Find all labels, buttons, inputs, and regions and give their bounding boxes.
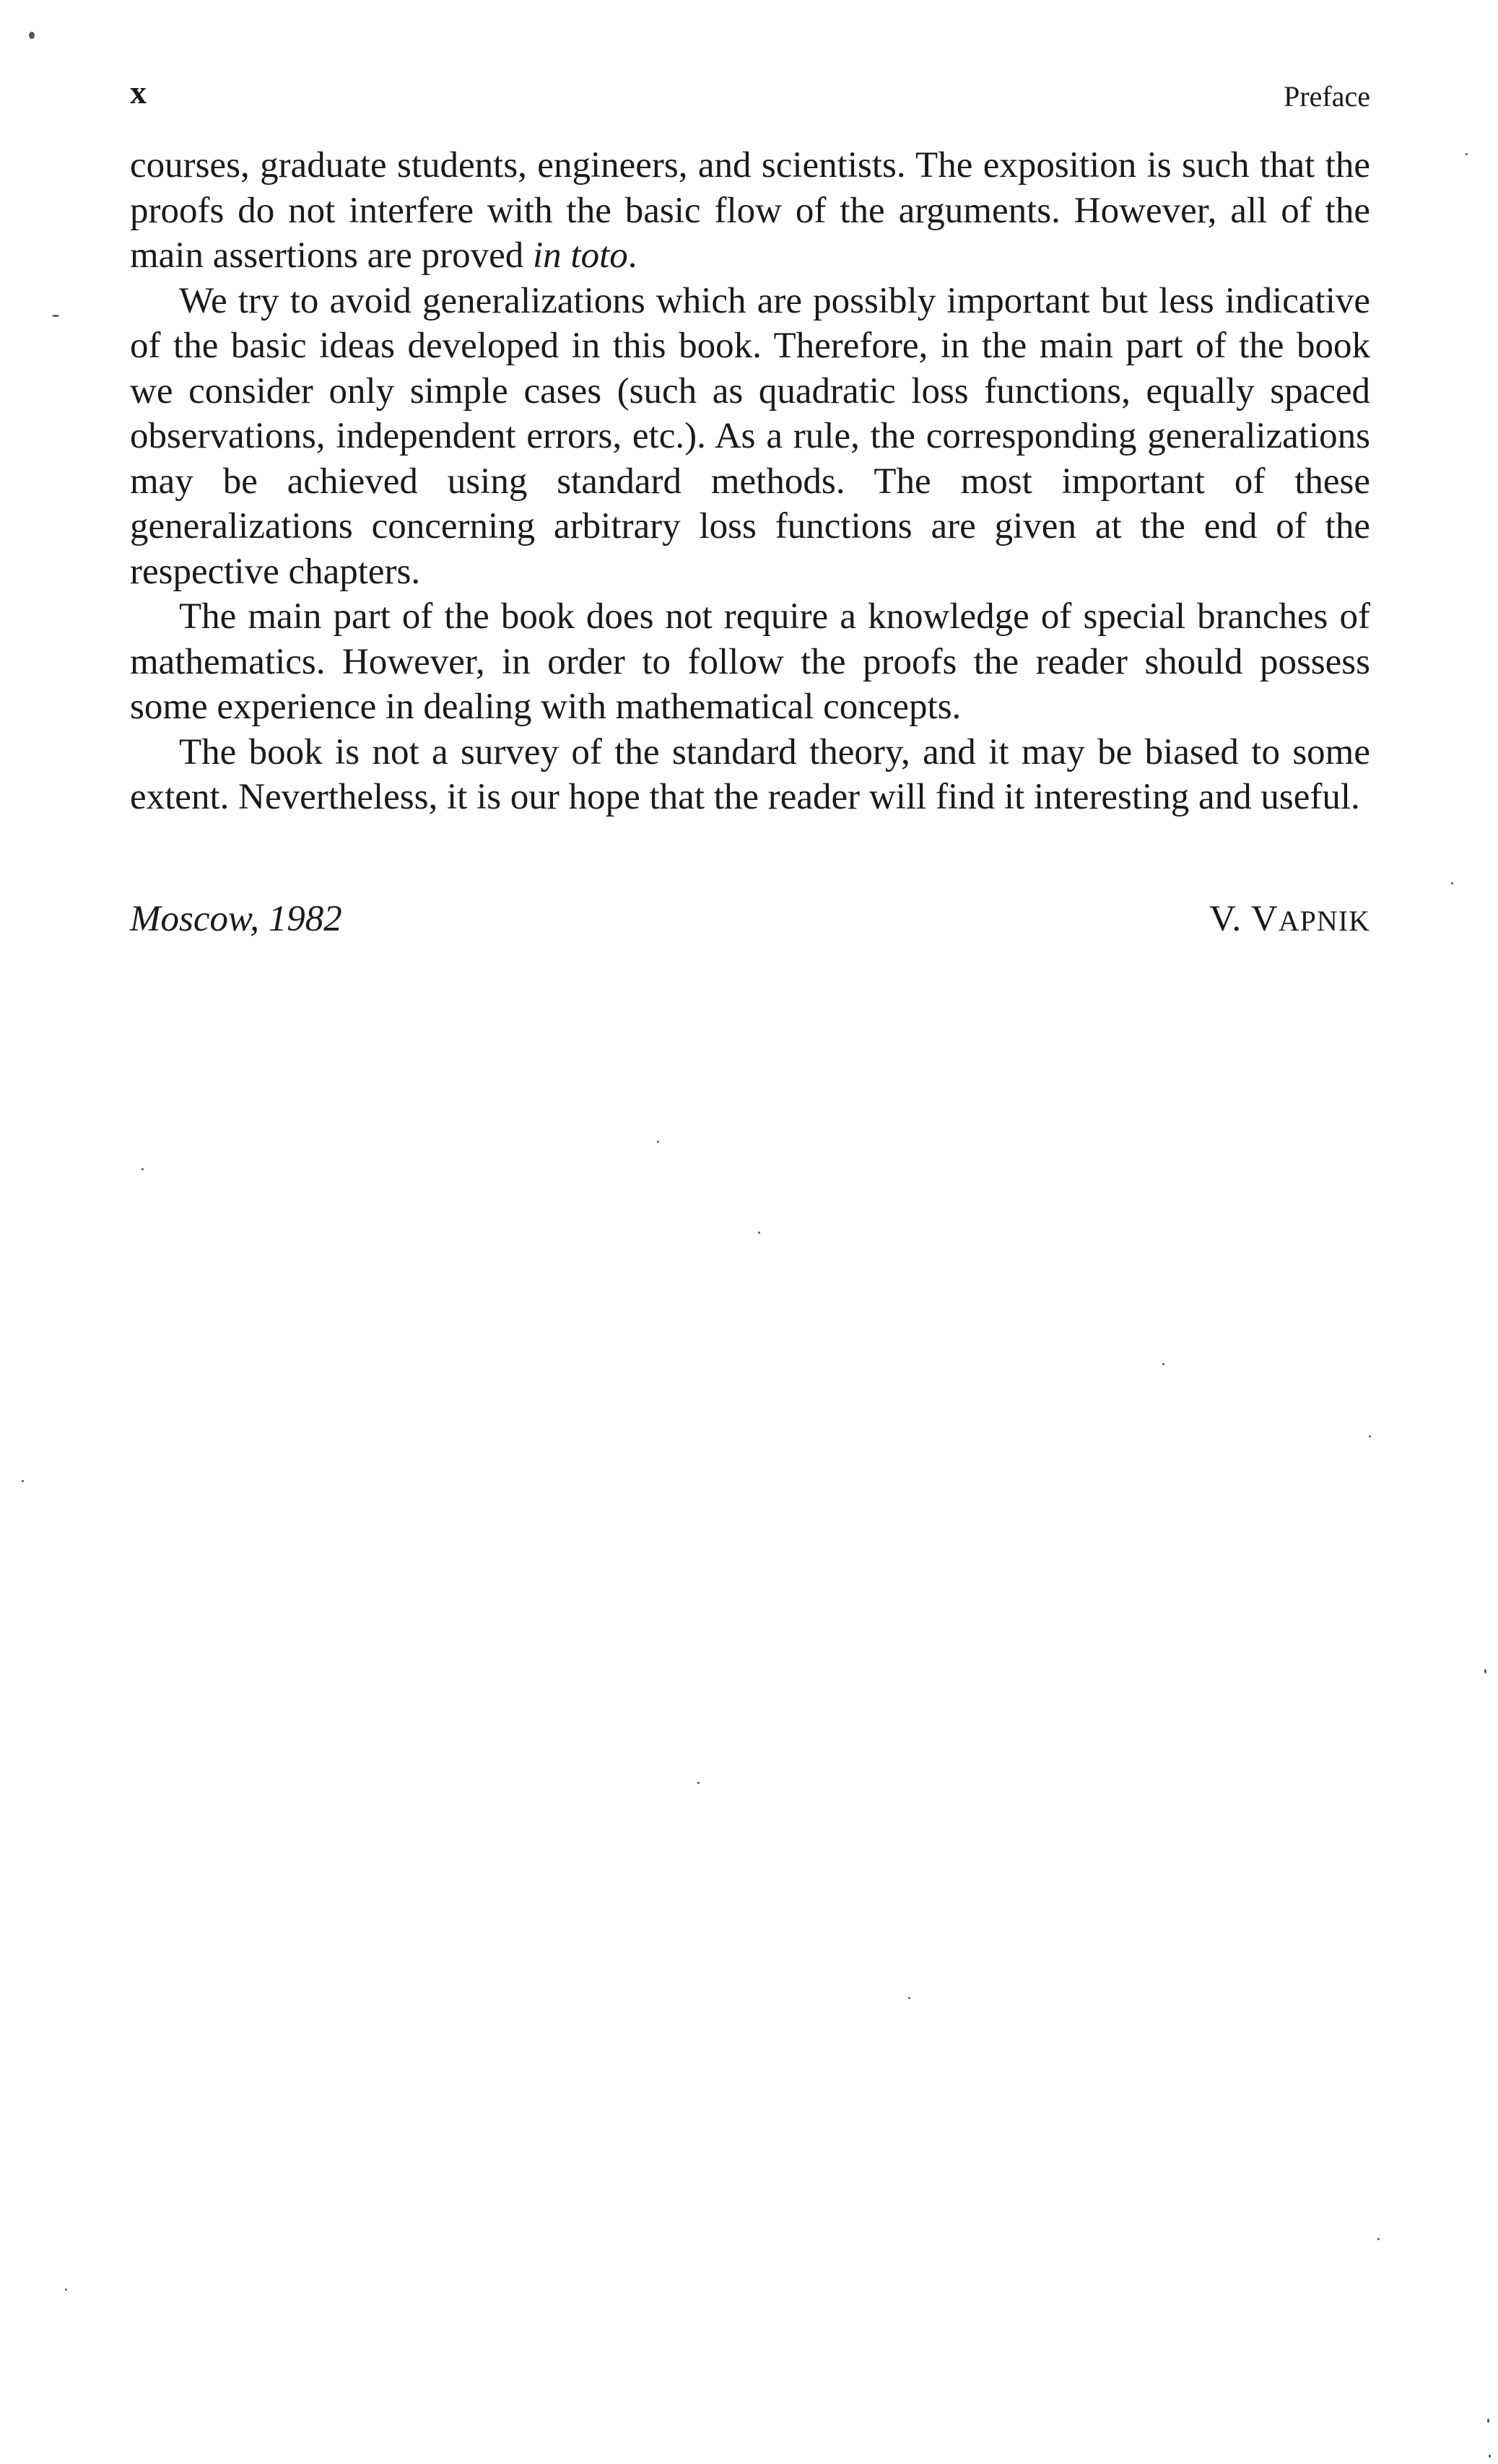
scan-speck — [1489, 2455, 1491, 2458]
paragraph-1-italic: in toto — [533, 235, 628, 276]
author-initial: V. V — [1209, 899, 1279, 939]
scan-speck — [1369, 1435, 1371, 1437]
scan-speck — [52, 315, 59, 317]
scan-speck — [1487, 2419, 1489, 2423]
paragraph-4: The book is not a survey of the standard theory, and it may be biased to some extent. Nevertheless, it is our hope that the reader will find it interesting and useful. — [130, 731, 1370, 817]
place-date: Moscow, 1982 — [130, 899, 342, 939]
paragraph-1-text: courses, graduate students, engineers, and scientists. The exposition is such that the proofs do not interfere with the basic flow of the arguments. However, all of the main assertions are proved — [130, 145, 1370, 276]
running-head: Preface — [1284, 80, 1370, 113]
paragraph-1 — [130, 143, 1370, 279]
page-header — [130, 71, 1370, 114]
scan-speck — [1162, 1363, 1164, 1365]
scan-speck — [1451, 882, 1453, 884]
scan-speck — [141, 1168, 144, 1170]
scan-speck — [657, 1141, 659, 1143]
page-number: x — [130, 74, 147, 110]
scan-speck — [697, 1782, 700, 1784]
author-surname-smallcaps: APNIK — [1278, 905, 1370, 937]
scan-speck — [29, 32, 35, 39]
scan-speck — [1484, 1669, 1486, 1673]
author-name — [1209, 894, 1370, 946]
scan-speck — [908, 1997, 910, 1999]
scan-speck — [758, 1232, 760, 1234]
paragraph-1-end: . — [627, 235, 637, 276]
paragraph-3: The main part of the book does not require a knowledge of special branches of mathematics. However, in order to follow the proofs the reader should possess some experience in dealing with mathematical concepts. — [130, 596, 1370, 727]
scan-speck — [65, 2289, 67, 2291]
paragraph-2: We try to avoid generalizations which are possibly important but less indicative of the basic ideas developed in this book. Therefore, in the main part of the book we consider only simple cases (such as quadratic loss functions, equally spaced observations, independent errors, etc.). As a rule, the corresponding generalizations may be achieved using standard methods. The most important of these generalizations concerning arbitrary loss functions are given at the end of the respective chapters. — [130, 280, 1370, 592]
scan-speck — [1377, 2238, 1380, 2240]
scan-speck — [22, 1480, 24, 1482]
preface-body — [130, 143, 1370, 820]
signature-line — [130, 894, 1370, 944]
scan-speck — [1466, 153, 1468, 155]
